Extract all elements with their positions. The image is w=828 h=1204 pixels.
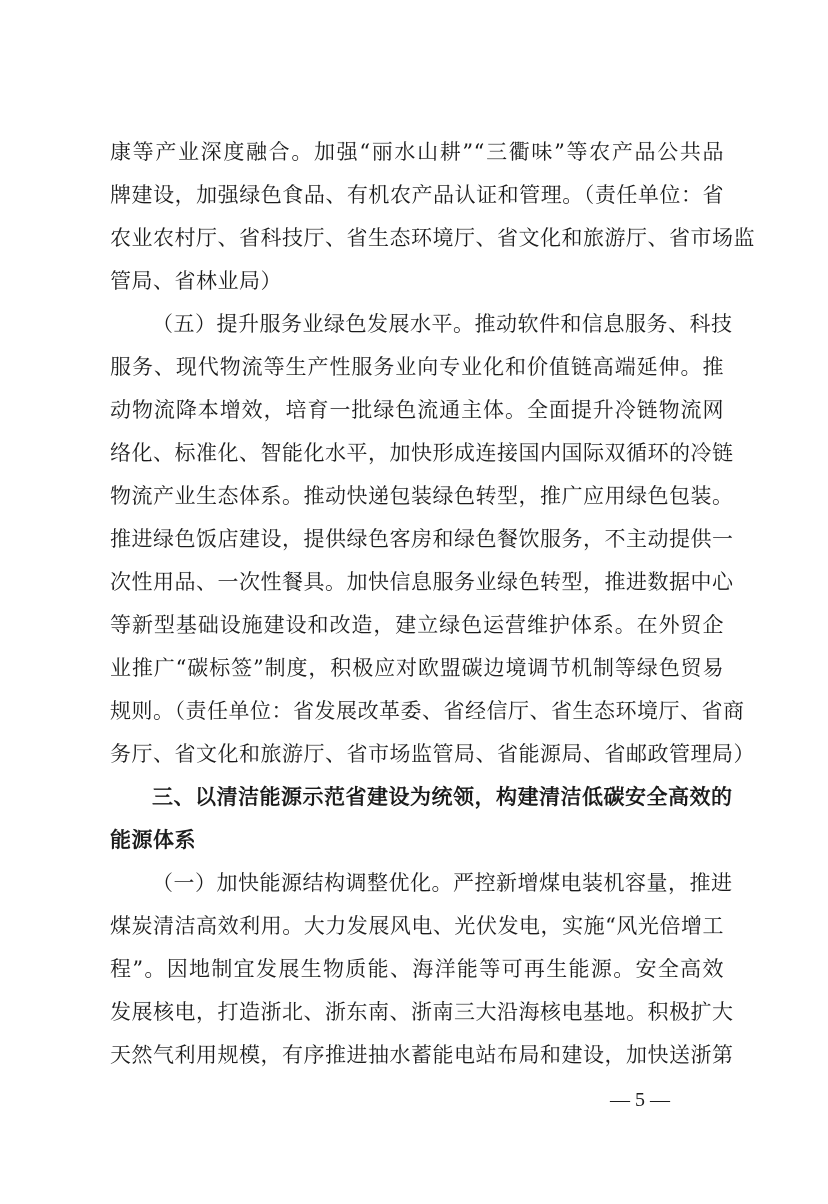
text-line: 康等产业深度融合。加强“丽水山耕”“三衢味”等农产品公共品 bbox=[110, 140, 724, 164]
page-number: — 5 — bbox=[610, 1089, 670, 1111]
text-line: 业推广“碳标签”制度，积极应对欧盟碳边境调节机制等绿色贸易 bbox=[110, 656, 724, 680]
section-heading-continued: 能源体系 bbox=[110, 828, 196, 852]
text-line: 络化、标准化、智能化水平，加快形成连接国内国际双循环的冷链 bbox=[110, 441, 734, 465]
section-heading: 三、以清洁能源示范省建设为统领，构建清洁低碳安全高效的 bbox=[152, 785, 733, 809]
text-line: 次性用品、一次性餐具。加快信息服务业绿色转型，推进数据中心 bbox=[110, 570, 734, 594]
text-line: 务厅、省文化和旅游厅、省市场监管局、省能源局、省邮政管理局） bbox=[110, 742, 755, 766]
text-line: 等新型基础设施建设和改造，建立绿色运营维护体系。在外贸企 bbox=[110, 613, 724, 637]
text-line: 服务、现代物流等生产性服务业向专业化和价值链高端延伸。推 bbox=[110, 355, 724, 379]
text-line: 规则。（责任单位：省发展改革委、省经信厅、省生态环境厅、省商 bbox=[110, 699, 745, 723]
paragraph-first-line: （一）加快能源结构调整优化。严控新增煤电装机容量，推进 bbox=[152, 871, 733, 895]
text-line: 牌建设，加强绿色食品、有机农产品认证和管理。（责任单位：省 bbox=[110, 183, 724, 207]
text-line: 天然气利用规模，有序推进抽水蓄能电站布局和建设，加快送浙第 bbox=[110, 1043, 734, 1067]
text-line: 煤炭清洁高效利用。大力发展风电、光伏发电，实施“风光倍增工 bbox=[110, 914, 724, 938]
text-line: 发展核电，打造浙北、浙东南、浙南三大沿海核电基地。积极扩大 bbox=[110, 1000, 734, 1024]
text-line: 推进绿色饭店建设，提供绿色客房和绿色餐饮服务，不主动提供一 bbox=[110, 527, 734, 551]
text-line: 物流产业生态体系。推动快递包装绿色转型，推广应用绿色包装。 bbox=[110, 484, 734, 508]
paragraph-first-line: （五）提升服务业绿色发展水平。推动软件和信息服务、科技 bbox=[152, 312, 733, 336]
text-line: 程”。因地制宜发展生物质能、海洋能等可再生能源。安全高效 bbox=[110, 957, 724, 981]
text-line: 动物流降本增效，培育一批绿色流通主体。全面提升冷链物流网 bbox=[110, 398, 724, 422]
text-line: 管局、省林业局） bbox=[110, 269, 282, 293]
text-line: 农业农村厅、省科技厅、省生态环境厅、省文化和旅游厅、省市场监 bbox=[110, 226, 755, 250]
